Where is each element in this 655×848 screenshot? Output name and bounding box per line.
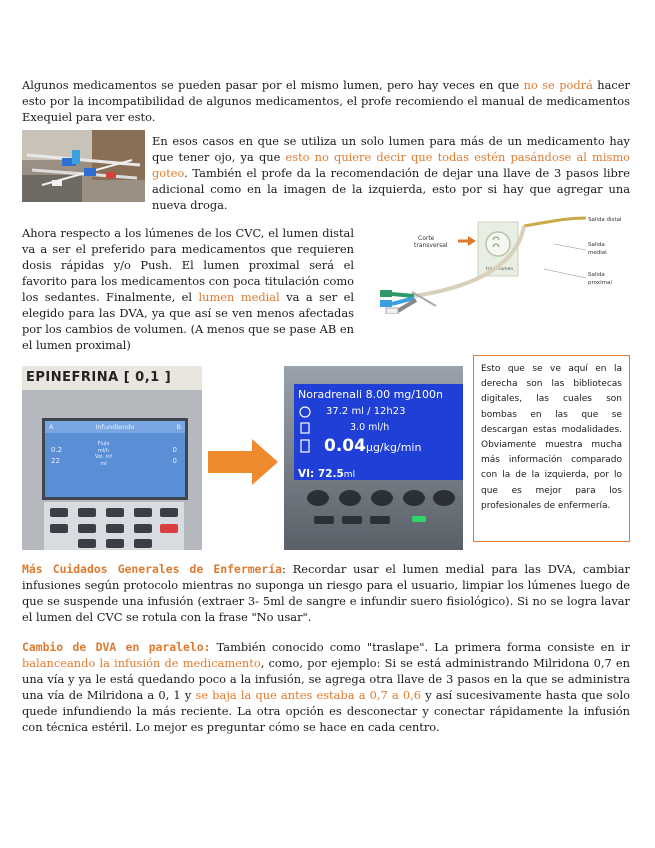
tab-a: A	[49, 423, 54, 431]
pump-right-screen	[294, 384, 463, 480]
paragraph-text: hacer esto por la incompatibilidad de algunos medicamentos, el profe recomiendo el manual de medicamentos Exequiel para ver esto.	[22, 78, 630, 124]
heading-cuidados-generales: Más Cuidados Generales de Enfermería	[22, 562, 282, 576]
salida-distal-label: Salida distal	[588, 217, 622, 223]
highlight-balanceando: balanceando la infusión de medicamento	[22, 656, 261, 670]
flow-label: Flujo	[97, 441, 110, 447]
corte-label: Corte	[418, 235, 435, 242]
salida-proximal-label-2: proximal	[588, 280, 612, 286]
vi-line	[298, 462, 355, 480]
pump-tape-label: EPINEFRINA [ 0,1 ]	[22, 366, 202, 390]
vol-inf-label: Vol. inf	[95, 454, 112, 460]
paragraph-text: , como, por ejemplo: Si se está administrando Milridona 0,7 en una vía y ya le está quedando poco a la infusión, se agrega otra llave de 3 pasos en la que se administra una vía de Milridona a 0, 1 y	[22, 656, 630, 702]
paragraph-text: : Recordar usar el lumen medial para las DVA, cambiar infusiones según protocolo mientras no suponga un riesgo para el usuario, limpiar los lúmenes luego de que se suspende una infusión (extraer 3- 5ml de sangre e infundir suero fisiológico). Si no se logra lavar el lumen del CVC se rotula con la frase "No usar".	[22, 562, 630, 624]
rate-a-value: 0.2	[51, 446, 63, 454]
vi-unit: ml	[343, 470, 356, 480]
tab-b: B	[176, 423, 181, 431]
vol-inf-unit: ml	[100, 460, 107, 467]
highlight-lumen-medial: lumen medial	[198, 290, 280, 304]
dose-unit: µg/kg/min	[365, 441, 422, 454]
paragraph-text: Ahora respecto a los lúmenes de los CVC, el lumen distal va a ser el preferido para medicamentos que requieren dosis rápidas y/o Push. El lumen proximal será el favorito para los medicamentos con poca titulación como los sedantes. Finalmente, el	[22, 226, 354, 304]
right-a-value: 0	[172, 446, 177, 454]
rate-line: 3.0 ml/h	[350, 422, 390, 433]
right-b-value: 0	[172, 457, 177, 465]
paragraph-lumenes-cvc	[22, 225, 354, 353]
infusion-pump-left-photo	[22, 366, 202, 550]
highlight-no-se-podra: no se podrá	[523, 78, 593, 92]
salida-medial-label-2: medial	[588, 250, 607, 256]
pump-left-screen	[42, 418, 188, 500]
paragraph-compatibilidad	[22, 77, 630, 125]
paragraph-text: También conocido como "traslape". La primera forma consiste en ir	[210, 640, 630, 654]
highlight-mismo-goteo: esto no quiere decir que todas estén pasándose al mismo goteo	[152, 150, 630, 180]
dose-value	[324, 436, 421, 456]
pump-right-keypad	[294, 486, 463, 530]
paragraph-un-solo-lumen	[152, 133, 630, 213]
rate-b-value: 22	[51, 457, 60, 465]
heading-cambio-dva: Cambio de DVA en paralelo:	[22, 640, 211, 654]
paragraph-text: Algunos medicamentos se pueden pasar por el mismo lumen, pero hay veces en que	[22, 78, 524, 92]
arrow-right-icon	[208, 437, 280, 487]
salida-medial-label: Salida	[588, 242, 605, 248]
paragraph-text: y así sucesivamente hasta que solo quede infundiendo la más reciente. La otra opción es desconectar y conectar rápidamente la infusión con técnica estéril. Lo mejor es preguntar cómo se hace en cada centro.	[22, 688, 630, 734]
paragraph-cambio-dva	[22, 639, 630, 735]
paragraph-text: En esos casos en que se utiliza un solo lumen para más de un medicamento hay que tener ojo, ya que	[152, 134, 630, 164]
infusion-pump-right-photo	[284, 366, 463, 550]
note-box-text: Esto que se ve aquí en la derecha son las bibliotecas digitales, las cuales son bombas en las que se descargan estas modalidades. Obviamente muestra mucha más información comparado con la de la izquierda, por lo que es mejor para los profesionales de enfermería.	[481, 364, 622, 511]
salida-proximal-label: Salida	[588, 272, 605, 278]
flow-unit: ml/h	[97, 447, 110, 454]
iv-lines-photo	[22, 130, 145, 202]
paragraph-text: . También el profe da la recomendación de dejar una llave de 3 pasos libre adicional como en la imagen de la izquierda, esto por si hay que agregar una nueva droga.	[152, 166, 630, 212]
drug-line: Noradrenali 8.00 mg/100n	[298, 388, 443, 401]
pump-left-keypad	[44, 502, 184, 550]
dose-big: 0.04	[324, 436, 366, 456]
triple-lumen-label: triple lumen	[486, 267, 514, 272]
tab-infundiendo: Infundiendo	[95, 423, 135, 431]
highlight-se-baja: se baja la que antes estaba a 0,7 a 0,6	[195, 688, 422, 702]
transversal-label: transversal	[414, 242, 448, 249]
volume-time-line: 37.2 ml / 12h23	[326, 406, 406, 417]
cvc-triple-lumen-diagram	[374, 214, 632, 314]
paragraph-text: va a ser el elegido para las DVA, ya que así se ven menos afectadas por los cambios de volumen. (A menos que se pase AB en el lumen proximal)	[22, 290, 355, 352]
paragraph-cuidados-generales	[22, 561, 630, 625]
vi-value: VI: 72.5	[298, 468, 344, 480]
note-box-bibliotecas-digitales	[473, 355, 630, 542]
